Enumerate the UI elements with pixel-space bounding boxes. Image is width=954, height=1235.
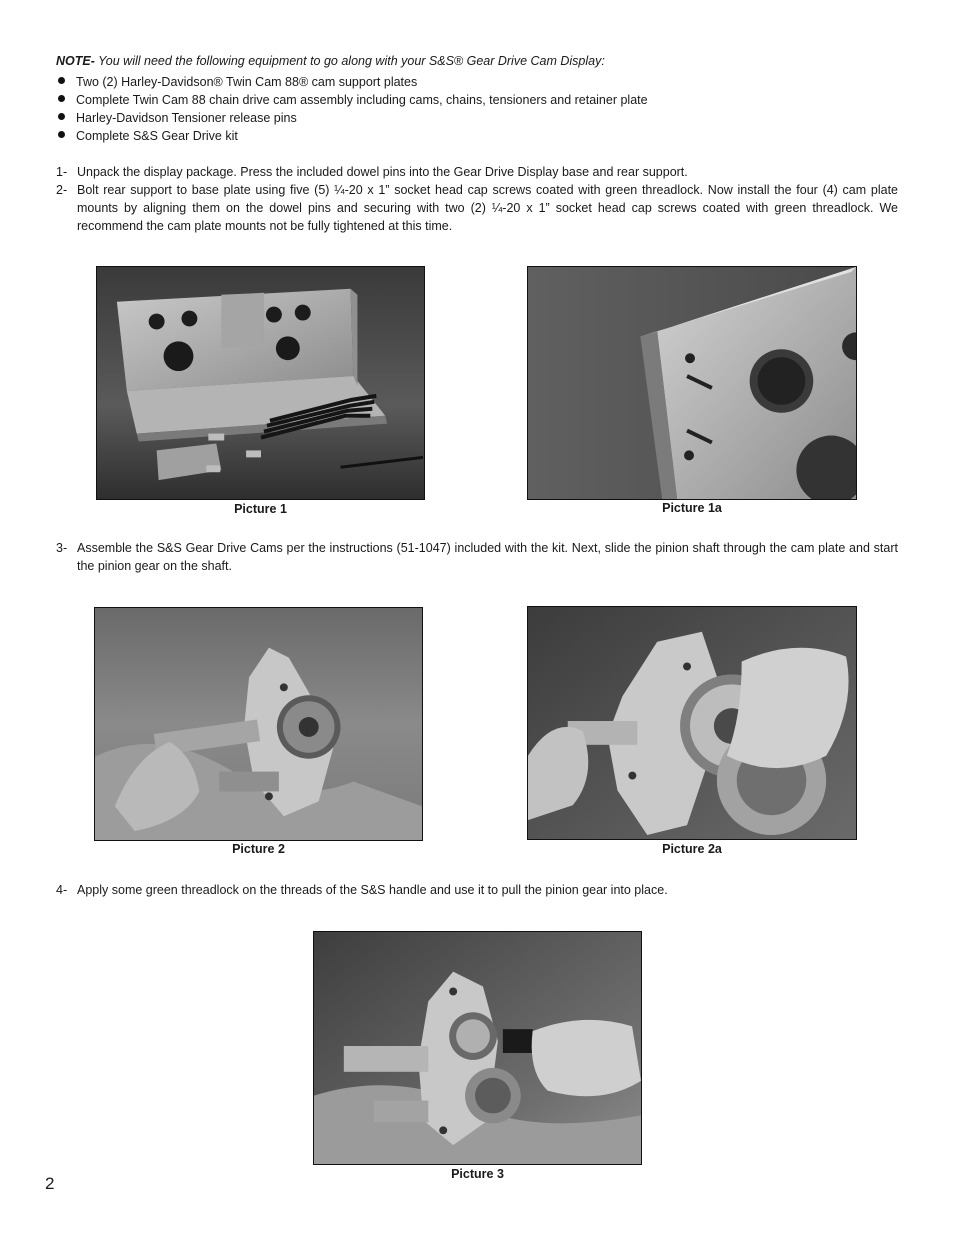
equipment-list: [56, 73, 648, 145]
picture-3-caption: Picture 3: [451, 1167, 504, 1181]
step-1: [56, 163, 898, 181]
list-item: Two (2) Harley-Davidson® Twin Cam 88® cam support plates: [56, 73, 648, 91]
note-text: You will need the following equipment to go along with your S&S® Gear Drive Cam Display:: [94, 54, 605, 68]
picture-1a-caption: Picture 1a: [662, 501, 722, 515]
note-label: NOTE-: [56, 54, 95, 68]
list-item: Complete Twin Cam 88 chain drive cam assembly including cams, chains, tensioners and retainer plate: [56, 91, 648, 109]
equipment-note: [56, 54, 605, 68]
step-4: [56, 881, 898, 899]
picture-2-photo: [94, 607, 423, 841]
step-number: 4-: [56, 883, 68, 897]
picture-2a-caption: Picture 2a: [662, 842, 722, 856]
list-item: Complete S&S Gear Drive kit: [56, 127, 648, 145]
step-text: Bolt rear support to base plate using five (5) ¼-20 x 1” socket head cap screws coated with green threadlock. Now install the four (4) cam plate mounts by aligning them on the dowel pins and securing with two (2) ¼-20 x 1” socket head cap screws coated with green threadlock. We recommend the cam plate mounts not be fully tightened at this time.: [77, 183, 898, 233]
step-text: Apply some green threadlock on the threads of the S&S handle and use it to pull the pinion gear into place.: [77, 883, 668, 897]
picture-2-caption: Picture 2: [232, 842, 285, 856]
step-number: 3-: [56, 541, 68, 555]
step-text: Assemble the S&S Gear Drive Cams per the instructions (51-1047) included with the kit. Next, slide the pinion shaft through the cam plate and start the pinion gear on the shaft.: [77, 541, 898, 573]
list-item: Harley-Davidson Tensioner release pins: [56, 109, 648, 127]
picture-3-photo: [313, 931, 642, 1165]
page-number: 2: [45, 1174, 55, 1193]
step-3: [56, 539, 898, 575]
picture-1-photo: [96, 266, 425, 500]
step-2: [56, 181, 898, 235]
picture-1a-photo: [527, 266, 857, 500]
picture-2a-photo: [527, 606, 857, 840]
picture-1-caption: Picture 1: [234, 502, 287, 516]
step-number: 2-: [56, 183, 68, 197]
step-text: Unpack the display package. Press the included dowel pins into the Gear Drive Display base and rear support.: [77, 165, 688, 179]
step-number: 1-: [56, 165, 68, 179]
